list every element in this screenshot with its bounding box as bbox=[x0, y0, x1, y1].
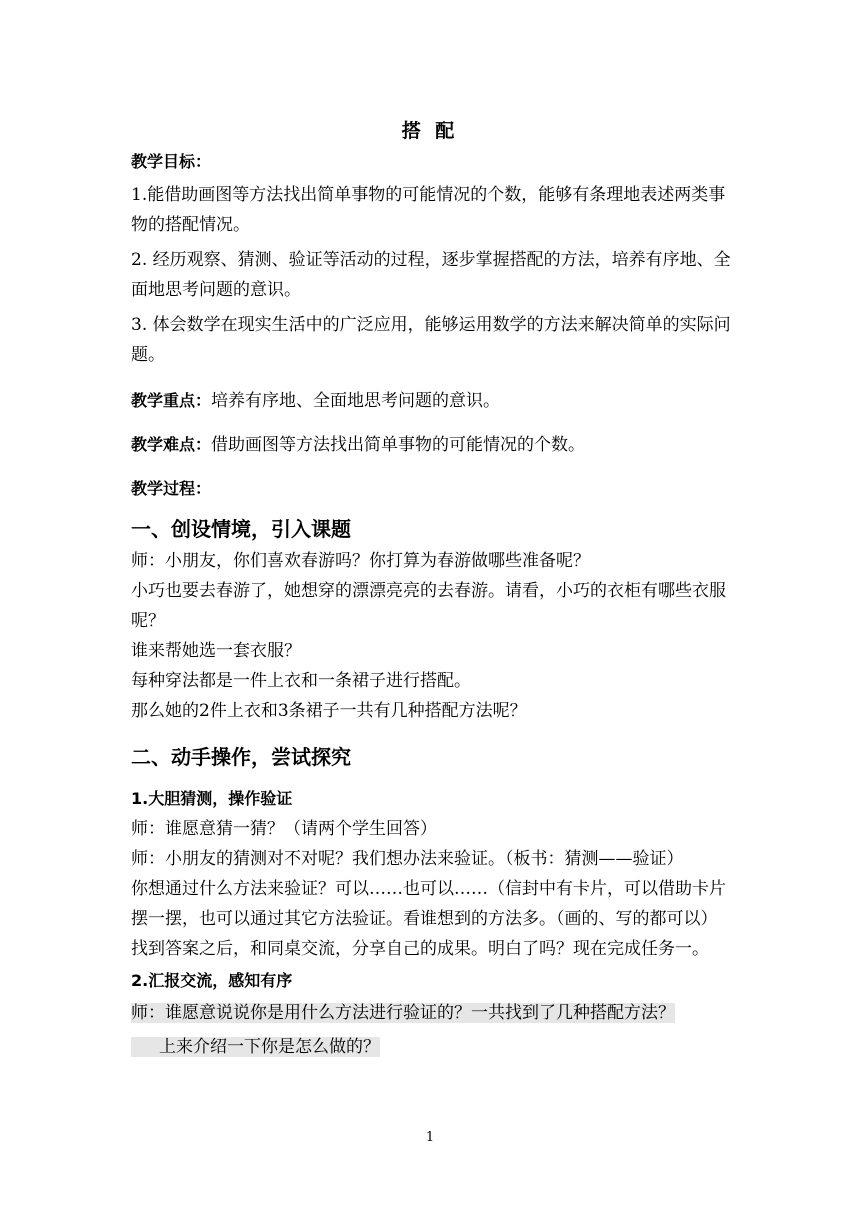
section-1-line: 师：小朋友，你们喜欢春游吗？你打算为春游做哪些准备呢？ bbox=[131, 551, 590, 571]
section-1-line: 小巧也要去春游了，她想穿的漂漂亮亮的去春游。请看，小巧的衣柜有哪些衣服呢？ bbox=[131, 581, 726, 631]
highlighted-text: 上来介绍一下你是怎么做的？ bbox=[131, 1037, 380, 1057]
section-1-heading: 一、创设情境，引入课题 bbox=[131, 517, 351, 541]
key-point-label: 教学重点： bbox=[131, 391, 212, 410]
subsection-1-line: 你想通过什么方法来验证？可以……也可以……（信封中有卡片，可以借助卡片摆一摆，也可以通过其它方法验证。看谁想到的方法多。（画的、写的都可以） bbox=[131, 879, 726, 929]
subsection-1-heading: 1.大胆猜测，操作验证 bbox=[131, 789, 293, 808]
goal-item-1: 1.能借助画图等方法找出简单事物的可能情况的个数，能够有条理地表述两类事物的搭配情况。 bbox=[131, 185, 726, 235]
section-2-heading: 二、动手操作，尝试探究 bbox=[131, 745, 351, 769]
subsection-2-heading: 2.汇报交流，感知有序 bbox=[131, 971, 293, 990]
goal-item-3: 3. 体会数学在现实生活中的广泛应用，能够运用数学的方法来解决简单的实际问题。 bbox=[131, 315, 731, 365]
key-point-text: 培养有序地、全面地思考问题的意识。 bbox=[211, 391, 501, 411]
goal-item-2: 2. 经历观察、猜测、验证等活动的过程，逐步掌握搭配的方法，培养有序地、全面地思考问题的意识。 bbox=[131, 250, 731, 300]
subsection-1-line: 师：小朋友的猜测对不对呢？我们想办法来验证。（板书：猜测——验证） bbox=[131, 849, 684, 869]
difficulty-label: 教学难点： bbox=[131, 435, 212, 454]
subsection-2-line bbox=[131, 1032, 731, 1062]
subsection-1-line: 师：谁愿意猜一猜？（请两个学生回答） bbox=[131, 819, 437, 839]
key-point bbox=[131, 386, 731, 416]
document-body bbox=[131, 148, 731, 1062]
section-1-line: 那么她的2件上衣和3条裙子一共有几种搭配方法呢？ bbox=[131, 701, 527, 721]
process-label: 教学过程： bbox=[131, 479, 212, 498]
page-number: 1 bbox=[425, 1130, 435, 1145]
difficulty-point bbox=[131, 430, 731, 460]
section-1-line: 谁来帮她选一套衣服？ bbox=[131, 641, 301, 661]
subsection-1-line: 找到答案之后，和同桌交流，分享自己的成果。明白了吗？现在完成任务一。 bbox=[131, 939, 709, 959]
subsection-2-line bbox=[131, 998, 731, 1028]
difficulty-text: 借助画图等方法找出简单事物的可能情况的个数。 bbox=[211, 435, 586, 455]
section-1-line: 每种穿法都是一件上衣和一条裙子进行搭配。 bbox=[131, 671, 471, 691]
goals-label: 教学目标： bbox=[131, 152, 212, 171]
highlighted-text: 师：谁愿意说说你是用什么方法进行验证的？一共找到了几种搭配方法？ bbox=[131, 1003, 675, 1023]
document-title: 搭 配 bbox=[401, 120, 459, 142]
